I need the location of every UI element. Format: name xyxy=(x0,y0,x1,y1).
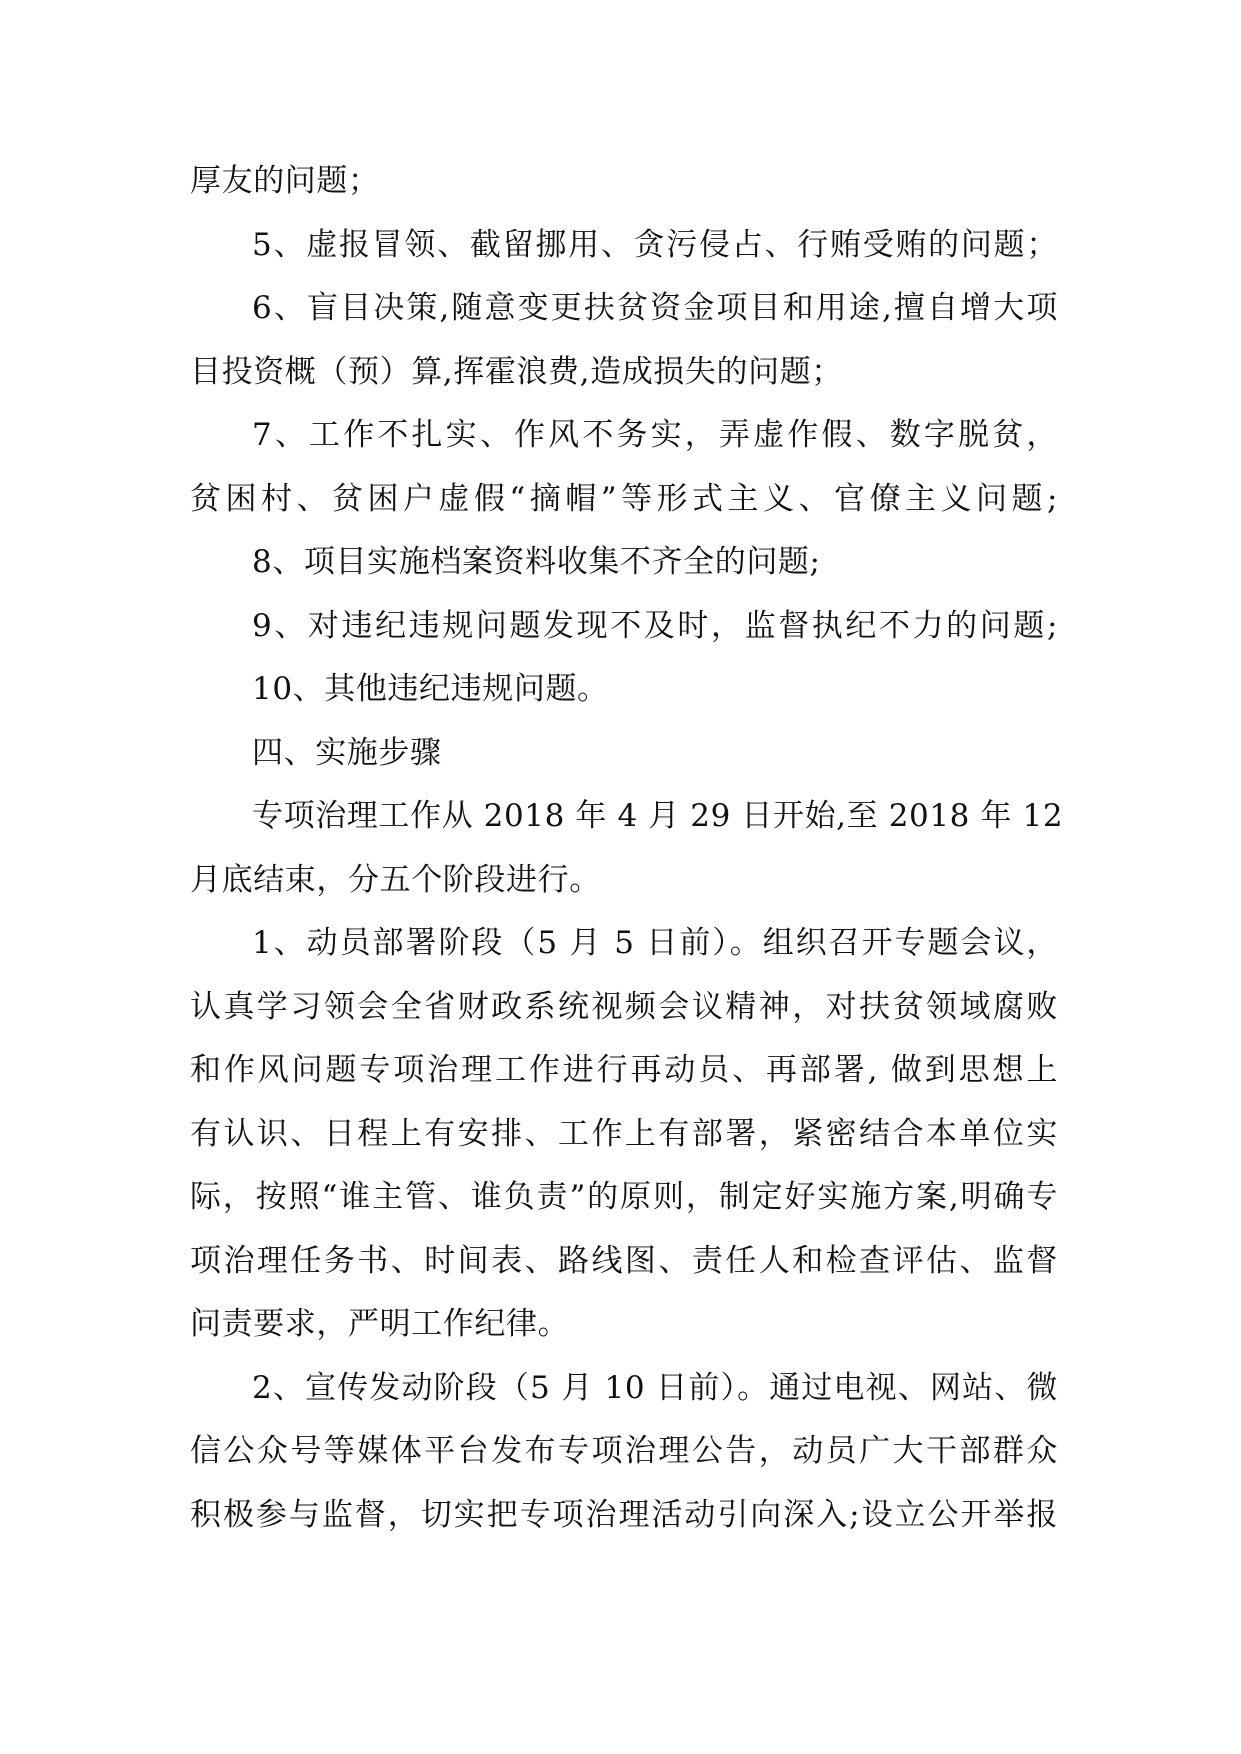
text-line: 问责要求，严明工作纪律。 xyxy=(190,1306,570,1342)
text-line: 贫困村、贫困户虚假“摘帽”等形式主义、官僚主义问题; xyxy=(190,480,1058,517)
text-line: 际，按照“谁主管、谁负责”的原则，制定好实施方案,明确专 xyxy=(190,1179,1058,1215)
text-line: 厚友的问题； xyxy=(190,163,380,199)
document-body xyxy=(190,150,1064,1547)
text-line: 10、其他违纪违规问题。 xyxy=(252,671,609,707)
text-line: 目投资概（预）算,挥霍浪费,造成损失的问题； xyxy=(190,353,843,390)
text-line: 5、虚报冒领、截留挪用、贪污侵占、行贿受贿的问题； xyxy=(252,226,1058,263)
text-line: 7、工作不扎实、作风不务实，弄虚作假、数字脱贫， xyxy=(252,417,1058,453)
text-line: 有认识、日程上有安排、工作上有部署，紧密结合本单位实 xyxy=(190,1115,1058,1152)
text-line: 1、动员部署阶段（5 月 5 日前）。组织召开专题会议， xyxy=(252,925,1058,961)
text-line: 8、项目实施档案资料收集不齐全的问题; xyxy=(252,544,821,580)
text-line: 2、宣传发动阶段（5 月 10 日前）。通过电视、网站、微 xyxy=(252,1369,1058,1406)
text-line: 四、实施步骤 xyxy=(252,734,442,771)
text-line: 认真学习领会全省财政系统视频会议精神，对扶贫领域腐败 xyxy=(190,988,1058,1025)
text-line: 专项治理工作从 2018 年 4 月 29 日开始,至 2018 年 12 xyxy=(252,798,1064,834)
text-line: 项治理任务书、时间表、路线图、责任人和检查评估、监督 xyxy=(190,1242,1058,1279)
text-line: 积极参与监督，切实把专项治理活动引向深入;设立公开举报 xyxy=(190,1496,1058,1533)
text-line: 信公众号等媒体平台发布专项治理公告，动员广大干部群众 xyxy=(190,1433,1058,1469)
text-line: 月底结束，分五个阶段进行。 xyxy=(190,861,601,898)
text-line: 和作风问题专项治理工作进行再动员、再部署, 做到思想上 xyxy=(190,1052,1058,1088)
text-line: 6、盲目决策,随意变更扶贫资金项目和用途,擅自增大项 xyxy=(252,290,1058,326)
text-line: 9、对违纪违规问题发现不及时，监督执纪不力的问题; xyxy=(252,607,1058,644)
